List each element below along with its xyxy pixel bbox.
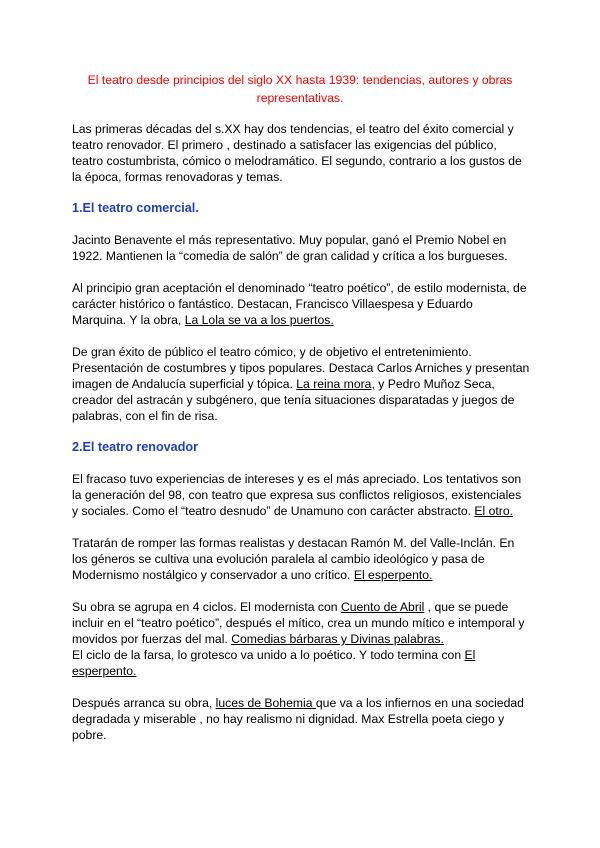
intro-line: teatro costumbrista, cómico o melodramático. El segundo, contrario a los gustos de	[72, 154, 522, 168]
paragraph-line	[72, 312, 532, 328]
intro-paragraph	[72, 121, 532, 185]
paragraph-line	[72, 599, 532, 615]
work-title-el-otro: El otro.	[474, 504, 514, 518]
paragraph-line: carácter histórico o fantástico. Destacan, Francisco Villaespesa y Eduardo	[72, 297, 473, 311]
paragraph-line: Tratarán de romper las formas realistas y destacan Ramón M. del Valle-Inclán. En	[72, 536, 515, 550]
text-run: que va a los infiernos en una sociedad	[315, 696, 524, 710]
paragraph-line: 1922. Mantienen la “comedia de salón” de gran calidad y crítica a los burgueses.	[72, 249, 508, 263]
text-run: Modernismo nostálgico y conservador a uno crítico.	[72, 568, 354, 582]
work-title-el-esperpento: El esperpento.	[353, 568, 433, 582]
text-run: , que se puede	[424, 600, 509, 614]
intro-line: teatro renovador. El primero , destinado a satisfacer las exigencias del público,	[72, 138, 497, 152]
section-2-heading: 2.El teatro renovador	[72, 440, 198, 454]
section-1-heading: 1.El teatro comercial.	[72, 201, 199, 215]
work-title-el-esperpento-2: El	[464, 648, 476, 662]
paragraph-line	[72, 647, 532, 663]
paragraph-line: pobre.	[72, 728, 107, 742]
text-run: imagen de Andalucía superficial y tópica.	[72, 377, 297, 391]
section-1-paragraph-1	[72, 232, 532, 264]
title-line-2: representativas.	[256, 91, 344, 105]
paragraph-line: los géneros se cultiva una evolución paralela al cambio ideológico y pasa de	[72, 552, 485, 566]
paragraph-line	[72, 567, 532, 583]
text-run: Marquina. Y la obra,	[72, 313, 185, 327]
section-2-paragraph-4	[72, 695, 532, 743]
paragraph-line	[72, 376, 532, 392]
work-title-comedias-barbaras: Comedias bárbaras y Divinas palabras.	[231, 632, 444, 646]
paragraph-line: De gran éxito de público el teatro cómico, y de objetivo el entretenimiento.	[72, 345, 472, 359]
section-1-paragraph-2	[72, 280, 532, 328]
work-title-cuento-de-abril: Cuento de Abril	[340, 600, 425, 614]
paragraph-line: Presentación de costumbres y tipos populares. Destaca Carlos Arniches y presentan	[72, 361, 530, 375]
paragraph-line	[72, 695, 532, 711]
text-run: y sociales. Como el “teatro desnudo” de Unamuno con carácter abstracto.	[72, 504, 475, 518]
paragraph-line	[72, 503, 532, 519]
text-run: El ciclo de la farsa, lo grotesco va unido a lo poético. Y todo termina con	[72, 648, 465, 662]
section-1-paragraph-3	[72, 344, 532, 424]
paragraph-line: Al principio gran aceptación el denominado “teatro poético”, de estilo modernista, de	[72, 281, 527, 295]
work-title-la-lola: La Lola se va a los puertos.	[184, 313, 334, 327]
text-run: Su obra se agrupa en 4 ciclos. El modernista con	[72, 600, 341, 614]
intro-line: la época, formas renovadoras y temas.	[72, 170, 283, 184]
work-title-la-reina-mora: La reina mora,	[296, 377, 375, 391]
section-2-paragraph-1	[72, 471, 532, 519]
paragraph-line	[72, 663, 532, 679]
paragraph-line: El fracaso tuvo experiencias de intereses y es el más apreciado. Los tentativos son	[72, 472, 522, 486]
paragraph-line: Jacinto Benavente el más representativo. Muy popular, ganó el Premio Nobel en	[72, 233, 507, 247]
paragraph-line: la generación del 98, con teatro que expresa sus conflictos religiosos, existenciales	[72, 488, 522, 502]
section-2-paragraph-2	[72, 535, 532, 583]
work-title-luces-de-bohemia: luces de Bohemia	[215, 696, 316, 710]
text-run: Después arranca su obra,	[72, 696, 216, 710]
paragraph-line: palabras, con el fin de risa.	[72, 409, 218, 423]
paragraph-line: incluir en el “teatro poético”, después el mítico, crea un mundo mítico e intemporal y	[72, 616, 525, 630]
paragraph-line: creador del astracán y subgénero, que tenía situaciones disparatadas y juegos de	[72, 393, 515, 407]
section-2-paragraph-3	[72, 599, 532, 679]
text-run: movidos por fuerzas del mal.	[72, 632, 232, 646]
paragraph-line: degradada y miserable , no hay realismo ni dignidad. Max Estrella poeta ciego y	[72, 712, 505, 726]
document-title	[72, 71, 528, 107]
paragraph-line	[72, 631, 532, 647]
intro-line: Las primeras décadas del s.XX hay dos tendencias, el teatro del éxito comercial y	[72, 122, 514, 136]
title-line-1: El teatro desde principios del siglo XX hasta 1939: tendencias, autores y obras	[87, 73, 513, 87]
work-title-el-esperpento-2-cont: esperpento.	[72, 664, 137, 678]
text-run: y Pedro Muñoz Seca,	[374, 377, 495, 391]
